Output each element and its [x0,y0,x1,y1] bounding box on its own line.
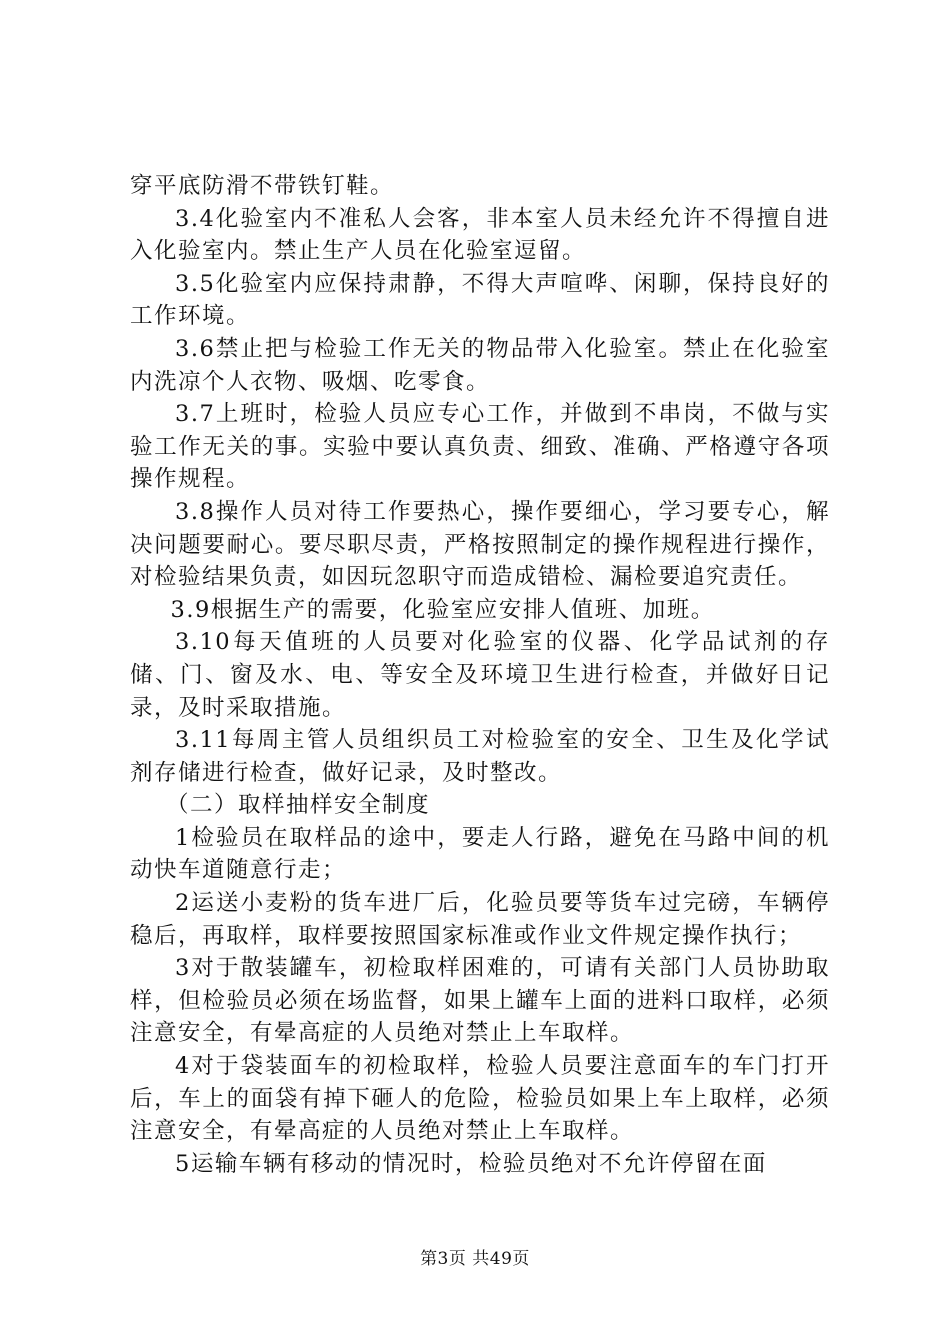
paragraph-item-2: 2运送小麦粉的货车进厂后，化验员要等货车过完磅，车辆停稳后，再取样，取样要按照国家标准或作业文件规定操作执行； [130,890,830,949]
paragraph-item-5: 5运输车辆有移动的情况时，检验员绝对不允许停留在面 [175,1150,767,1177]
paragraph-3-9: 3.9根据生产的需要，化验室应安排人值班、加班。 [170,596,715,623]
document-body [130,170,830,1180]
paragraph-item-1: 1检验员在取样品的途中，要走人行路，避免在马路中间的机动快车道随意行走； [130,824,830,884]
page-number-footer: 第3页 共49页 [420,1249,530,1269]
paragraph-item-4: 4对于袋装面车的初检取样，检验人员要注意面车的车门打开后，车上的面袋有掉下砸人的危险，检验员如果上车上取样，必须注意安全，有晕高症的人员绝对禁止上车取样。 [130,1053,830,1145]
paragraph-continuation: 穿平底防滑不带铁钉鞋。 [130,173,395,199]
paragraph-3-5: 3.5化验室内应保持肃静，不得大声喧哗、闲聊，保持良好的工作环境。 [130,270,830,330]
paragraph-3-11: 3.11每周主管人员组织员工对检验室的安全、卫生及化学试剂存储进行检查，做好记录，及时整改。 [130,727,830,786]
paragraph-3-10: 3.10每天值班的人员要对化验室的仪器、化学品试剂的存储、门、窗及水、电、等安全及环境卫生进行检查，并做好日记录，及时采取措施。 [130,629,830,721]
paragraph-3-6: 3.6禁止把与检验工作无关的物品带入化验室。禁止在化验室内洗凉个人衣物、吸烟、吃零食。 [130,335,830,395]
paragraph-item-3: 3对于散装罐车，初检取样困难的，可请有关部门人员协助取样，但检验员必须在场监督，如果上罐车上面的进料口取样，必须注意安全，有晕高症的人员绝对禁止上车取样。 [130,955,830,1047]
paragraph-3-4: 3.4化验室内不准私人会客，非本室人员未经允许不得擅自进入化验室内。禁止生产人员在化验室逗留。 [130,205,830,265]
section-heading: （二）取样抽样安全制度 [166,792,431,819]
paragraph-3-7: 3.7上班时，检验人员应专心工作，并做到不串岗，不做与实验工作无关的事。实验中要认真负责、细致、准确、严格遵守各项操作规程。 [130,401,830,493]
paragraph-3-8: 3.8操作人员对待工作要热心，操作要细心，学习要专心，解决问题要耐心。要尽职尽责，严格按照制定的操作规程进行操作，对检验结果负责，如因玩忽职守而造成错检、漏检要追究责任。 [130,498,830,591]
